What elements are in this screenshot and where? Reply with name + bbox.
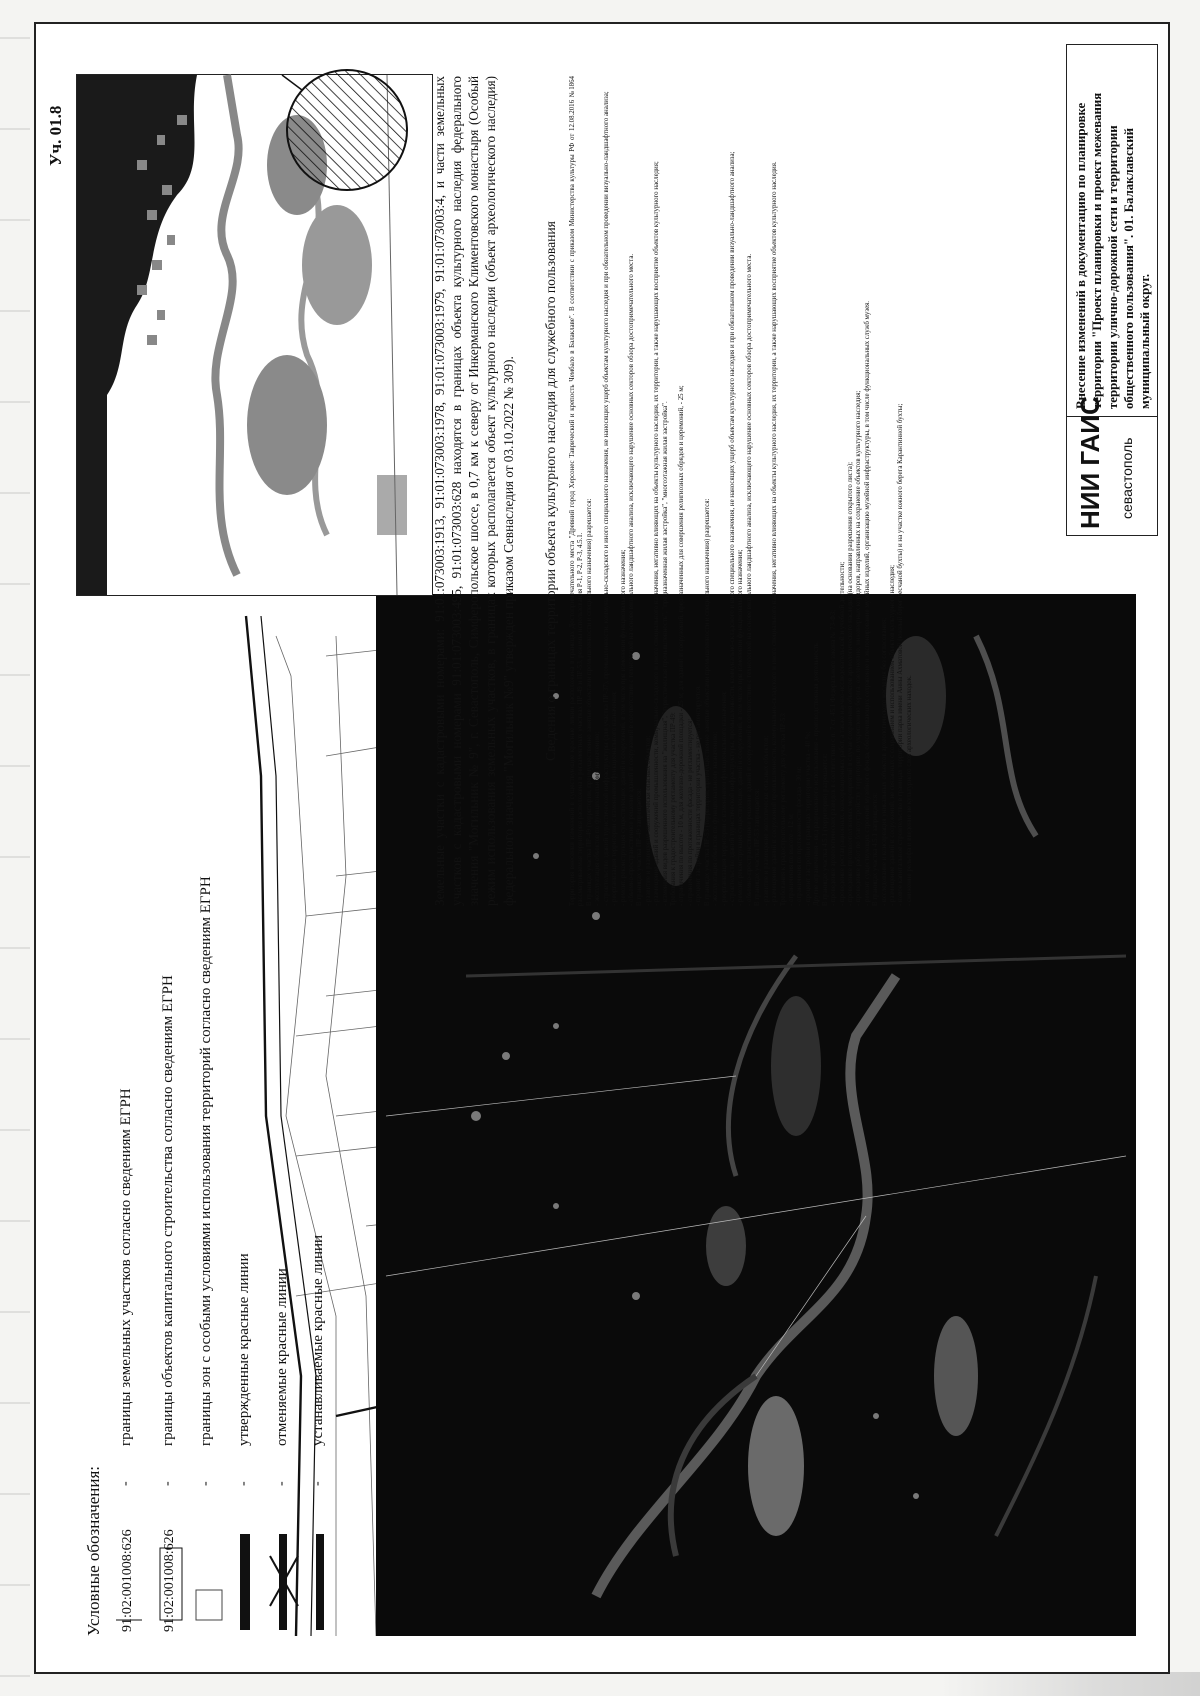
info-paragraph: - объемно-пространственное решение зданий и сооружений в соответствии с технологией на основе визуального ландшафтного анализа, исключающего нарушение основных секторов обзора достопримечательного места. [627,253,635,906]
info-paragraph: - реорганизация территории с изменением функционального назначения; [611,691,619,906]
info-paragraph: - ограничения по протяженности фасада - 30 м; [796,766,804,906]
info-paragraph: - размещение зданий и сооружений промышленности, коммунально-складского и иного специального назначения, негативно влияющих на объекты культурного наследия, их территории, а также нарушающих восприятие объектов культурного наследия; [653,161,661,906]
info-paragraph: - строительство зданий туристической инфраструктуры, промышленности, коммунально-складского и иного специального назначения, не наносящих ущерб объектам культурного наследия и при обязательном проведении визуально-ландшафтного анализа; [729,151,737,906]
legend-text: утвержденные красные линии [236,1253,252,1446]
info-paragraph: Территория внесения изменений в существующие красные линии расположена в границах Достопримечательного места "Древний город Херсонес Таврический и крепость Чембало в Балаклаве". В соответствии с приказом Министерства культуры РФ от 12.08.2016 №1864 рассматриваемая территория расположена в регламентных участках ПР-49 и ПР-53, режимы использования Р-1, Р-2, Р-3, 4.5.1. [569,76,585,906]
info-paragraph: В границах участка ПР-53 (территории, преимущественно занятые объектами промышленности и специального назначения) разрешается: [703,498,711,906]
info-paragraph: Другие ограничения - вид разрешенного использования - производственная деятельность. [813,641,821,906]
new-line-swatch [306,1526,336,1636]
info-paragraph: - объемно-пространственное решение зданий и сооружений в соответствии с технологией на основе визуального ландшафтного анализа, исключающего нарушение основных секторов обзора достопримечательного места. [745,253,753,906]
legend-symbol-label: 91:02:001008:626 [162,1529,177,1632]
rotated-annotations [36,24,1172,1676]
legend-title: Условные обозначения: [84,1465,103,1636]
inset-label: Уч. 01.8 [46,105,65,166]
legend-dash: - [198,1481,213,1486]
info-paragraph: - эксплуатация объектов по функциональному назначению; [594,731,602,906]
zone-boundary-swatch [194,1526,224,1636]
info-paragraph: В границах участка 4.5.1 запрещается: [872,792,880,906]
info-paragraph: Требования к градостроительному регламенту для участка ПР-49: [670,712,678,906]
legend-symbol-cancelled [270,1526,300,1636]
legend-dash: - [236,1481,251,1486]
info-paragraph: - эксплуатация объектов по функциональному назначению; [712,731,720,906]
info-paragraph: В границах участка ПР-53 запрещается: [754,788,762,906]
info-paragraph: - ограничения по протяженности фасада - не регламентируется; [686,718,694,906]
info-paragraph: - размещение зданий и сооружений, не связанных с сохранением и использованием объектов культурного наследия; [889,564,897,906]
info-paragraph: - проведение реставрационных, консервационных работ, а также научно-исследовательской и учебной деятельности; [838,561,846,906]
legend-text: границы объектов капитального строительства согласно сведениям ЕГРН [160,975,176,1446]
info-paragraph: - размещение зданий и сооружений промышленности, коммунально-складского и иного специального назначения, негативно влияющих на объекты культурного наследия, их территории, а также нарушающих восприятие объектов культурного наследия. [771,161,779,906]
inset-map [76,74,433,596]
map-sheet [34,22,1170,1674]
scan-noise [0,0,30,1696]
highlighted-site-circle [287,70,407,190]
legend-symbol-parcel [114,1526,144,1636]
info-paragraph: - строительство зданий туристической инфраструктуры (для участка ПР-37), промышленности, коммунально-складского и иного специального назначения, не наносящих ущерб объектам культурного наследия и при обязательном проведении визуально-ландшафтного анализа; [602,91,610,906]
legend-symbol-zone [194,1526,224,1636]
info-intro: Земельные участки с кадастровыми номерами: 91:01:073003:1913, 91:01:073003:1978, 91:01:073003:1979, 91:01:073003:4, и части земельных участков с кадастровыми номерами 91:01:073003:495, 91:01:073003:628 находятся в границах объекта культурного наследия федерального значения "Могильник № 9", г. Севастополь, Симферопольское шоссе, в 0,7 км к северу от Инкерманского Климентовского монастыря (Особый режим использования земельных участков, в границах которых располагается объект культурного наследия (объект археологического наследия) федерального значения "Могильник №9" утвержден приказом Севнаследия от 03.10.2022 № 309). [432,76,516,906]
info-paragraph: В границах участка ПР-49 запрещается: [636,788,644,906]
info-body [569,76,913,906]
organization-logo [1067,396,1157,535]
legend-text: устанавливаемые красные линии [310,1234,326,1446]
legend-row-cancelled-red-lines [268,656,302,1636]
legend-panel [36,656,336,1636]
info-paragraph: - проведение работ по благоустройству территории, по укреплению берега, озеленению, инженерных коридоров, направленных на сохранение объектов культурного наследия; [855,390,863,906]
legend-row-parcels [112,656,146,1636]
legend-row-new-red-lines [304,656,338,1636]
legend-dash: - [118,1481,133,1486]
info-heading: Сведения о границах территории объекта культурного наследия для служебного пользования [543,221,558,761]
info-paragraph: - исследование и консервация уникальных объектов археологического наследия без согласования; [880,617,888,906]
document-title: Внесение изменений в документацию по планировке территории "Проект планировки и проект межевания территории улично-дорожной сети и территории общественного пользования". 01. Балаклавский муниципальный округ. [1074,92,1153,409]
info-paragraph: - ремонт, реконструкция существующих зданий и сооружений, в том числе при изменении функционального назначения; [619,549,627,906]
info-paragraph: - ограничения по высоте - 12 м; [787,813,795,906]
info-paragraph: Требования к градостроительному регламенту для участка ПР-53: [779,712,787,906]
legend-symbol-building [156,1526,186,1636]
legend-symbol-label: 91:02:001008:626 [120,1529,135,1632]
legend-row-zones [192,656,226,1636]
legend-dash: - [310,1481,325,1486]
info-paragraph: - проведение противооползневых мероприятий в случае сохранения объектов археологического наследия (на основании разрешения открытого листа); [846,461,854,906]
info-paragraph: - ограничения по высоте - 10 м, для железно-дорожной площадки - 25 м; для зданий и сооружений, предназначенных для совершения религиозных обрядов и церемоний, - 25 м; [678,385,686,906]
info-paragraph: - снижение рельефа и введение не культурного слоя археологических находок. [905,675,913,906]
inset-map-drawing [77,75,432,595]
info-paragraph: В границах участка ПР-49 (территории, преимущественно занятые объектами промышленности и специального назначения) разрешается: [585,498,593,906]
title-block [1066,44,1158,536]
legend-dash: - [160,1481,175,1486]
approved-line-swatch [232,1526,262,1636]
info-paragraph: - процент застройки в границах территории участка - 40 %; [804,731,812,906]
info-paragraph: - реорганизация территории с изменением функционального назначения; [720,691,728,906]
info-paragraph: - проведение археологических разведок в соответствии с п. 7 ст. 45.1 Федерального закона № 73-ФЗ; [830,609,838,906]
legend-text: границы зон с особыми условиями использования территорий согласно сведениям ЕГРН [198,876,214,1446]
legend-dash: - [274,1481,289,1486]
info-paragraph: - ремонт, реконструкция существующих зданий и сооружений, в том числе при изменении функционального назначения; [737,549,745,906]
legend-row-buildings [154,656,188,1636]
cancelled-line-swatch [270,1526,300,1636]
info-block [431,76,913,906]
info-paragraph: - новое капитальное строительство в границах территории парка имени Анны Ахматовой (южный берег песчаной бухты) и на участке южного берега Карантинной бухты; [897,403,905,906]
info-paragraph: - развитие и размещение экологически опасных объектов; [762,735,770,906]
logo-sub: севастополь [1119,437,1135,519]
legend-symbol-new [306,1526,336,1636]
legend-symbol-approved [232,1526,262,1636]
info-paragraph: - процент застройки в границах территории участка - не регламентируется. [695,685,703,906]
info-paragraph: - ремонт существующих строений музейного фонда, обеспечивающих сохранение и экспонирование музейных изделий, организацию музейной инфраструктуры, в том числе функциональных служб музея. [863,300,871,906]
legend-text: границы земельных участков согласно сведениям ЕГРН [118,1088,134,1446]
info-paragraph: - изменения видов разрешенного использования на "жилищная", "туристическая промышленность", "предназначенная жилая застройка", "многоэтажная жилая застройка". [661,401,669,906]
logo-main: НИИ ГАИС [1075,396,1105,529]
legend-text: отменяемые красные линии [274,1268,290,1446]
legend-row-approved-red-lines [230,656,264,1636]
info-paragraph: - развитие и размещение экологически опасных объектов; [644,735,652,906]
info-paragraph: В границах участка 4.5.1 (территория) разрешается: [821,753,829,906]
